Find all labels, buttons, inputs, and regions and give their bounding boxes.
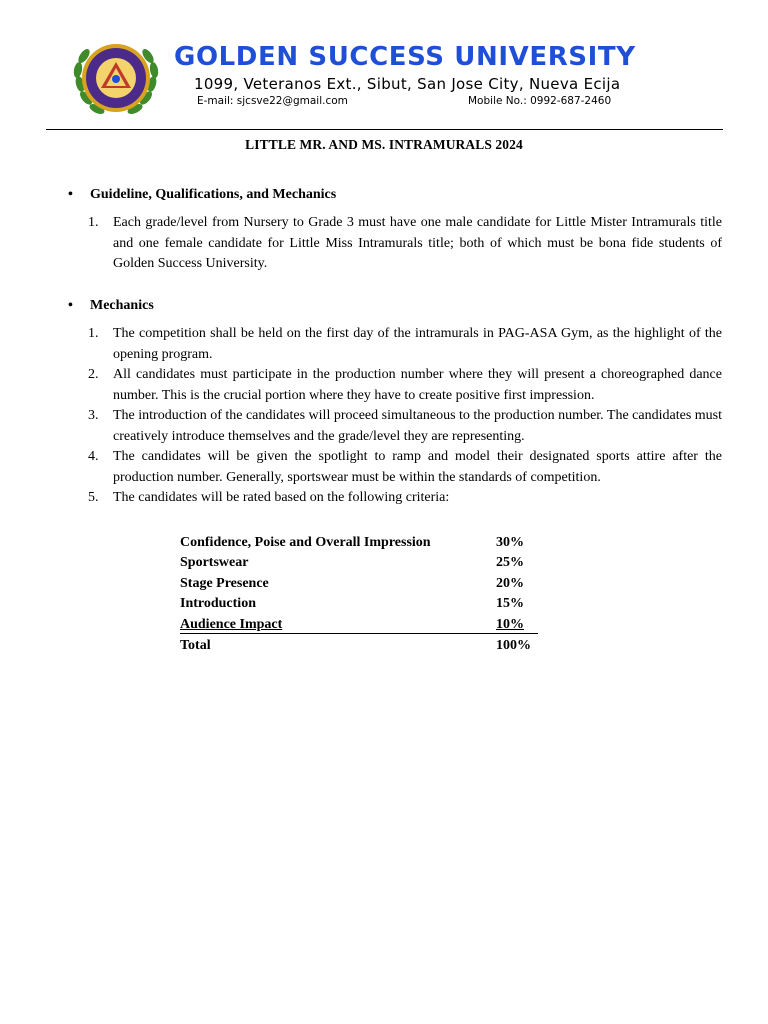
table-row [180, 571, 538, 592]
criterion-percent-text: 10% [496, 616, 524, 632]
criterion-name-text: Audience Impact [180, 616, 283, 632]
section-heading-text: Mechanics [90, 298, 154, 313]
total-label: Total [180, 638, 211, 653]
list-item [88, 365, 722, 406]
table-row [180, 530, 538, 551]
table-row [180, 551, 538, 572]
criterion-percent: 30% [496, 534, 524, 550]
letterhead [70, 36, 730, 122]
university-email: E-mail: sjcsve22@gmail.com [197, 95, 348, 107]
item-text: The candidates will be given the spotlight to ramp and model their designated sports attire after the production number. Generally, sportswear must be within the standards of competition. [113, 449, 722, 485]
criterion-percent: 25% [496, 555, 524, 570]
item-number: 1. [88, 326, 99, 341]
criterion-name: Sportswear [180, 555, 249, 570]
university-address: 1099, Veteranos Ext., Sibut, San Jose City, Nueva Ecija [194, 75, 621, 93]
item-number: 4. [88, 449, 99, 464]
item-number: 1. [88, 215, 99, 230]
criterion-percent [496, 612, 538, 633]
criterion-name [180, 612, 496, 633]
criterion-name: Introduction [180, 596, 256, 611]
table-row [180, 592, 538, 613]
total-percent: 100% [496, 638, 531, 653]
list-item [88, 324, 722, 365]
item-text: All candidates must participate in the production number where they will present a choreographed dance number. This is the crucial portion where they have to create positive first impression. [113, 367, 722, 403]
header-divider [46, 129, 723, 130]
section-heading-mechanics [68, 298, 154, 314]
list-item [88, 488, 722, 509]
criterion-name: Stage Presence [180, 575, 269, 591]
item-text: The competition shall be held on the first day of the intramurals in PAG-ASA Gym, as the highlight of the opening program. [113, 326, 722, 362]
item-number: 5. [88, 490, 99, 505]
item-text: The candidates will be rated based on the following criteria: [113, 490, 450, 505]
section-heading-text: Guideline, Qualifications, and Mechanics [90, 187, 337, 202]
criterion-name: Confidence, Poise and Overall Impression [180, 534, 431, 550]
list-item [88, 447, 722, 488]
bullet-icon: • [68, 187, 73, 202]
document-title: LITTLE MR. AND MS. INTRAMURALS 2024 [245, 137, 523, 152]
table-row [180, 612, 538, 633]
item-text: The introduction of the candidates will proceed simultaneous to the production number. The candidates must creatively introduce themselves and the grade/level they are representing. [113, 408, 722, 444]
table-row-total [180, 633, 538, 654]
item-number: 2. [88, 367, 99, 382]
university-mobile: Mobile No.: 0992-687-2460 [468, 95, 612, 107]
criteria-table [180, 530, 538, 654]
list-item [88, 406, 722, 447]
criterion-percent: 20% [496, 575, 524, 591]
university-name: GOLDEN SUCCESS UNIVERSITY [174, 42, 636, 72]
mechanics-list [88, 324, 722, 509]
item-number: 3. [88, 408, 99, 423]
list-item [88, 213, 722, 275]
university-seal-icon [70, 36, 162, 122]
guidelines-list [88, 213, 722, 275]
item-text: Each grade/level from Nursery to Grade 3 must have one male candidate for Little Mister Intramurals title and one female candidate for Little Miss Intramurals title; both of which must be bona fide students of Golden Success University. [113, 215, 722, 271]
bullet-icon: • [68, 298, 73, 313]
criterion-percent: 15% [496, 596, 524, 611]
section-heading-guidelines [68, 187, 336, 203]
